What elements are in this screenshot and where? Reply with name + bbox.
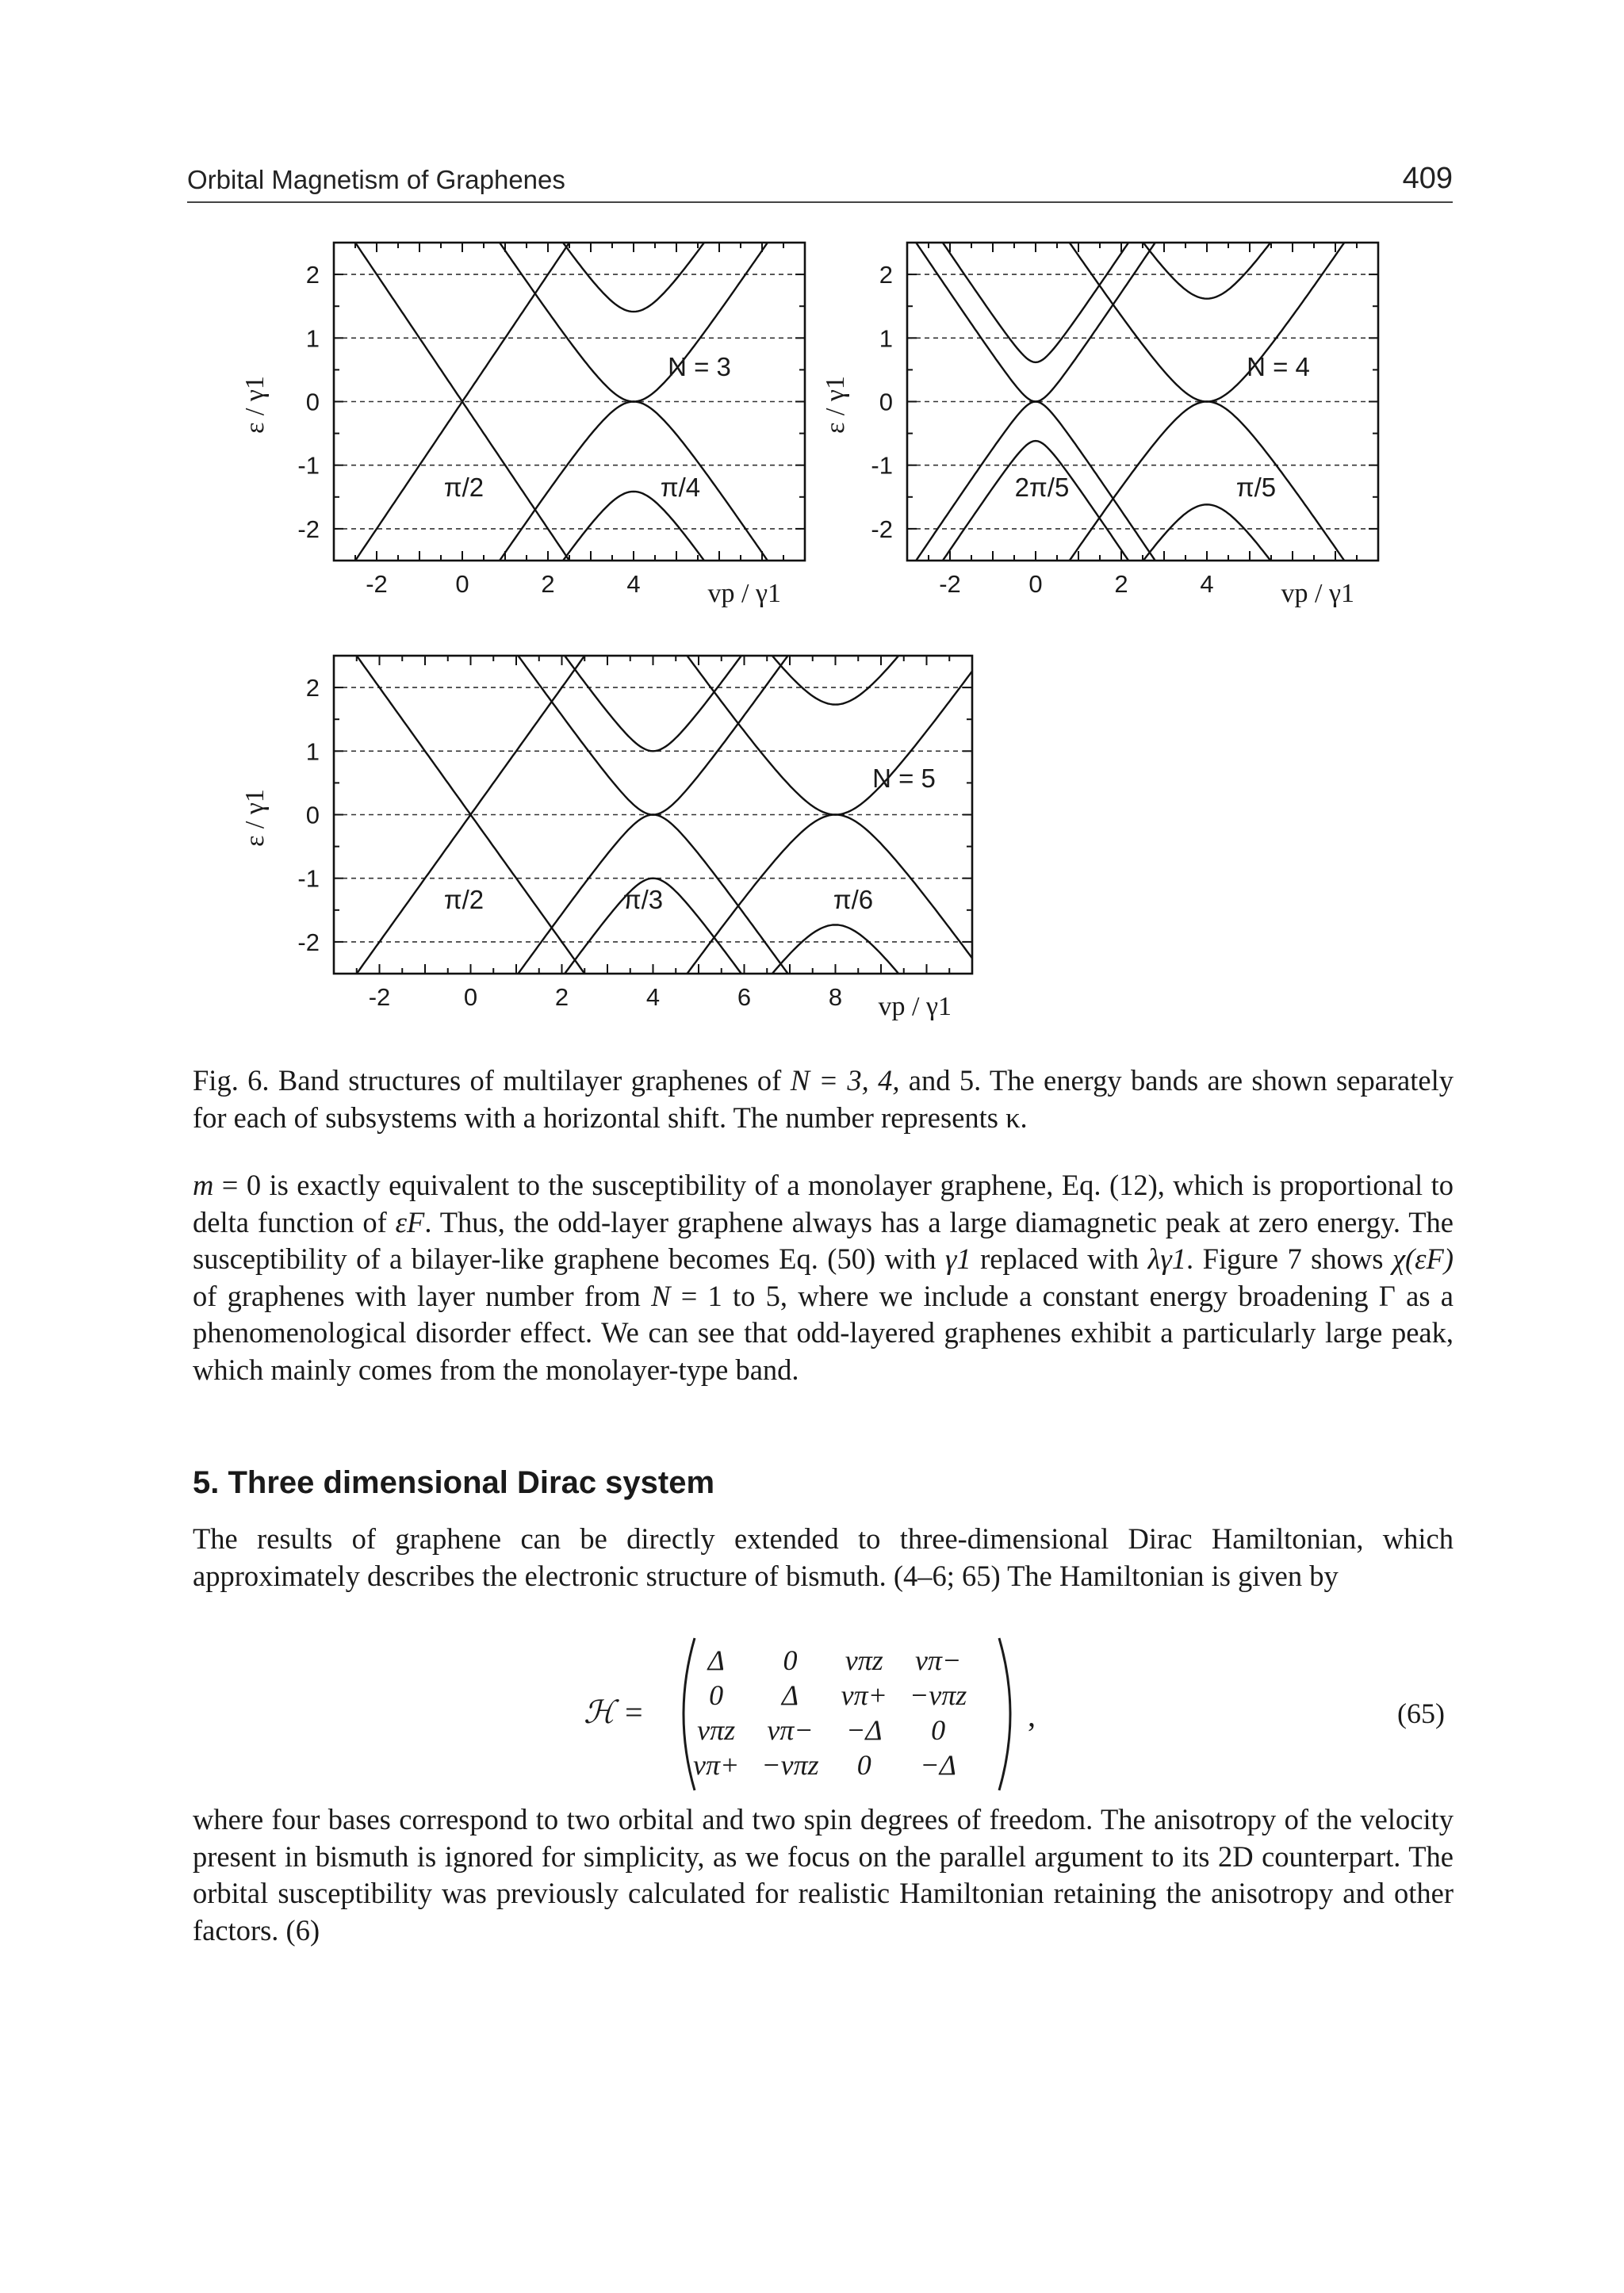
matrix-cell: −vπz (909, 1679, 967, 1711)
y-tick-label: 0 (879, 388, 893, 416)
panel-annotation: π/2 (443, 885, 485, 914)
equation-number: (65) (1397, 1698, 1445, 1729)
y-tick-label: 2 (305, 261, 320, 289)
matrix-cell: vπz (697, 1714, 736, 1746)
band-curve (377, 63, 891, 402)
band-curve (562, 484, 1109, 815)
y-tick-label: -1 (297, 451, 320, 480)
y-axis-label: ε / γ1 (240, 376, 270, 434)
matrix-cell: 0 (709, 1679, 724, 1711)
x-tick-label: 2 (554, 983, 569, 1011)
y-tick-label: 1 (305, 324, 320, 353)
page-number: 409 (1402, 162, 1453, 195)
x-axis-label: vp / γ1 (1281, 579, 1354, 608)
band-curve (779, 0, 1293, 362)
hamiltonian-matrix (682, 1643, 978, 1782)
matrix-cell: −Δ (920, 1749, 956, 1781)
y-tick-label: -2 (297, 515, 320, 543)
y-tick-label: -2 (871, 515, 893, 543)
band-structure-figure (0, 0, 1624, 1047)
matrix-cell: −vπz (761, 1749, 819, 1781)
matrix-right-paren (996, 1635, 1023, 1793)
y-tick-label: 2 (879, 261, 893, 289)
y-tick-label: 1 (305, 737, 320, 766)
band-curve (197, 433, 745, 1047)
running-title: Orbital Magnetism of Graphenes (187, 165, 565, 194)
equation-lhs: ℋ = (584, 1694, 645, 1730)
x-tick-label: 6 (737, 983, 752, 1011)
band-group (779, 0, 1464, 838)
x-tick-label: 4 (645, 983, 661, 1011)
y-tick-label: -1 (297, 864, 320, 893)
figure-caption: Fig. 6. Band structures of multilayer graphenes of N = 3, 4, and 5. The energy bands are shown separately for each of subsystems with a horizontal shift. The number represents κ. (193, 1064, 1454, 1134)
panel-annotation: π/4 (660, 473, 701, 502)
x-tick-label: -2 (939, 570, 961, 598)
matrix-row (682, 1643, 978, 1678)
y-axis-label: ε / γ1 (240, 789, 270, 847)
y-tick-label: -2 (297, 928, 320, 956)
chart-panel (779, 0, 1464, 838)
x-tick-label: 8 (828, 983, 843, 1011)
matrix-row (682, 1678, 978, 1713)
matrix-cell: −Δ (846, 1714, 883, 1746)
band-curve (377, 0, 891, 312)
y-tick-label: 1 (879, 324, 893, 353)
y-tick-label: 2 (305, 674, 320, 702)
equation-comma: , (1028, 1698, 1036, 1733)
y-tick-label: -1 (871, 451, 893, 480)
x-tick-label: 0 (1028, 570, 1043, 598)
x-axis-label: vp / γ1 (878, 992, 952, 1021)
panel-annotation: π/5 (1235, 473, 1277, 502)
y-tick-label: 0 (305, 801, 320, 829)
band-curve (197, 433, 745, 1047)
panel-annotation: 2π/5 (1014, 473, 1070, 502)
matrix-cell: vπ+ (841, 1679, 887, 1711)
paragraph-3: where four bases correspond to two orbital and two spin degrees of freedom. The anisotropy of the velocity present in bismuth is ignored for simplicity, as we focus on the parallel argument to its 2D counterpart. The orbital susceptibility was previously calculated for realistic Hamiltonian retaining the anisotropy and other factors. (6) (193, 1803, 1454, 1947)
band-curve (380, 464, 927, 815)
band-curve (950, 402, 1464, 736)
panel-annotation: π/2 (443, 473, 485, 502)
panel-annotation: N = 3 (668, 352, 731, 381)
band-curve (562, 815, 1109, 1047)
x-tick-label: -2 (368, 983, 391, 1011)
matrix-row (682, 1748, 978, 1782)
caption-math: N = 3, 4, (790, 1064, 900, 1097)
section-title: 5. Three dimensional Dirac system (193, 1465, 715, 1500)
band-curve (380, 815, 927, 1047)
matrix-cell: 0 (783, 1644, 798, 1676)
panel-annotation: N = 5 (872, 764, 936, 793)
paragraph-1: m = 0 is exactly equivalent to the susceptibility of a monolayer graphene, Eq. (12), which is proportional to delta function of εF. Thus, the odd-layer graphene always has a large diamagnetic peak at zero energy. The susceptibility of a bilayer-like graphene becomes Eq. (50) with γ1 replaced with λγ1. Figure 7 shows χ(εF) of graphenes with layer number from N = 1 to 5, where we include a constant energy broadening Γ as a phenomenological disorder effect. We can see that odd-layered graphenes exhibit a particularly large peak, which mainly comes from the monolayer-type band. (193, 1169, 1454, 1386)
matrix-row (682, 1713, 978, 1748)
x-tick-label: 4 (626, 570, 641, 598)
matrix-cell: vπ− (914, 1644, 962, 1676)
y-axis-label: ε / γ1 (821, 376, 850, 434)
x-tick-label: 2 (541, 570, 555, 598)
band-curve (950, 68, 1464, 402)
panel-annotation: π/6 (833, 885, 874, 914)
panel-annotation: N = 4 (1247, 352, 1310, 381)
matrix-cell: vπz (845, 1644, 883, 1676)
band-curve (779, 39, 1293, 401)
paragraph-2: The results of graphene can be directly extended to three-dimensional Dirac Hamiltonian, which approximately describes the electronic structure of bismuth. (4–6; 65) The Hamiltonian is given by (193, 1522, 1454, 1592)
matrix-cell: 0 (856, 1749, 871, 1781)
matrix-cell: 0 (931, 1714, 946, 1746)
x-tick-label: 2 (1114, 570, 1128, 598)
matrix-cell: vπ− (767, 1714, 814, 1746)
matrix-cell: Δ (707, 1644, 725, 1676)
matrix-cell: vπ+ (693, 1749, 740, 1781)
x-tick-label: -2 (366, 570, 388, 598)
y-tick-label: 0 (305, 388, 320, 416)
matrix-cell: Δ (781, 1679, 799, 1711)
band-curve (950, 0, 1464, 299)
band-curve (377, 492, 891, 831)
panel-annotation: π/3 (622, 885, 664, 914)
x-tick-label: 4 (1200, 570, 1214, 598)
x-tick-label: 0 (455, 570, 469, 598)
x-tick-label: 0 (463, 983, 478, 1011)
x-axis-label: vp / γ1 (707, 579, 781, 608)
